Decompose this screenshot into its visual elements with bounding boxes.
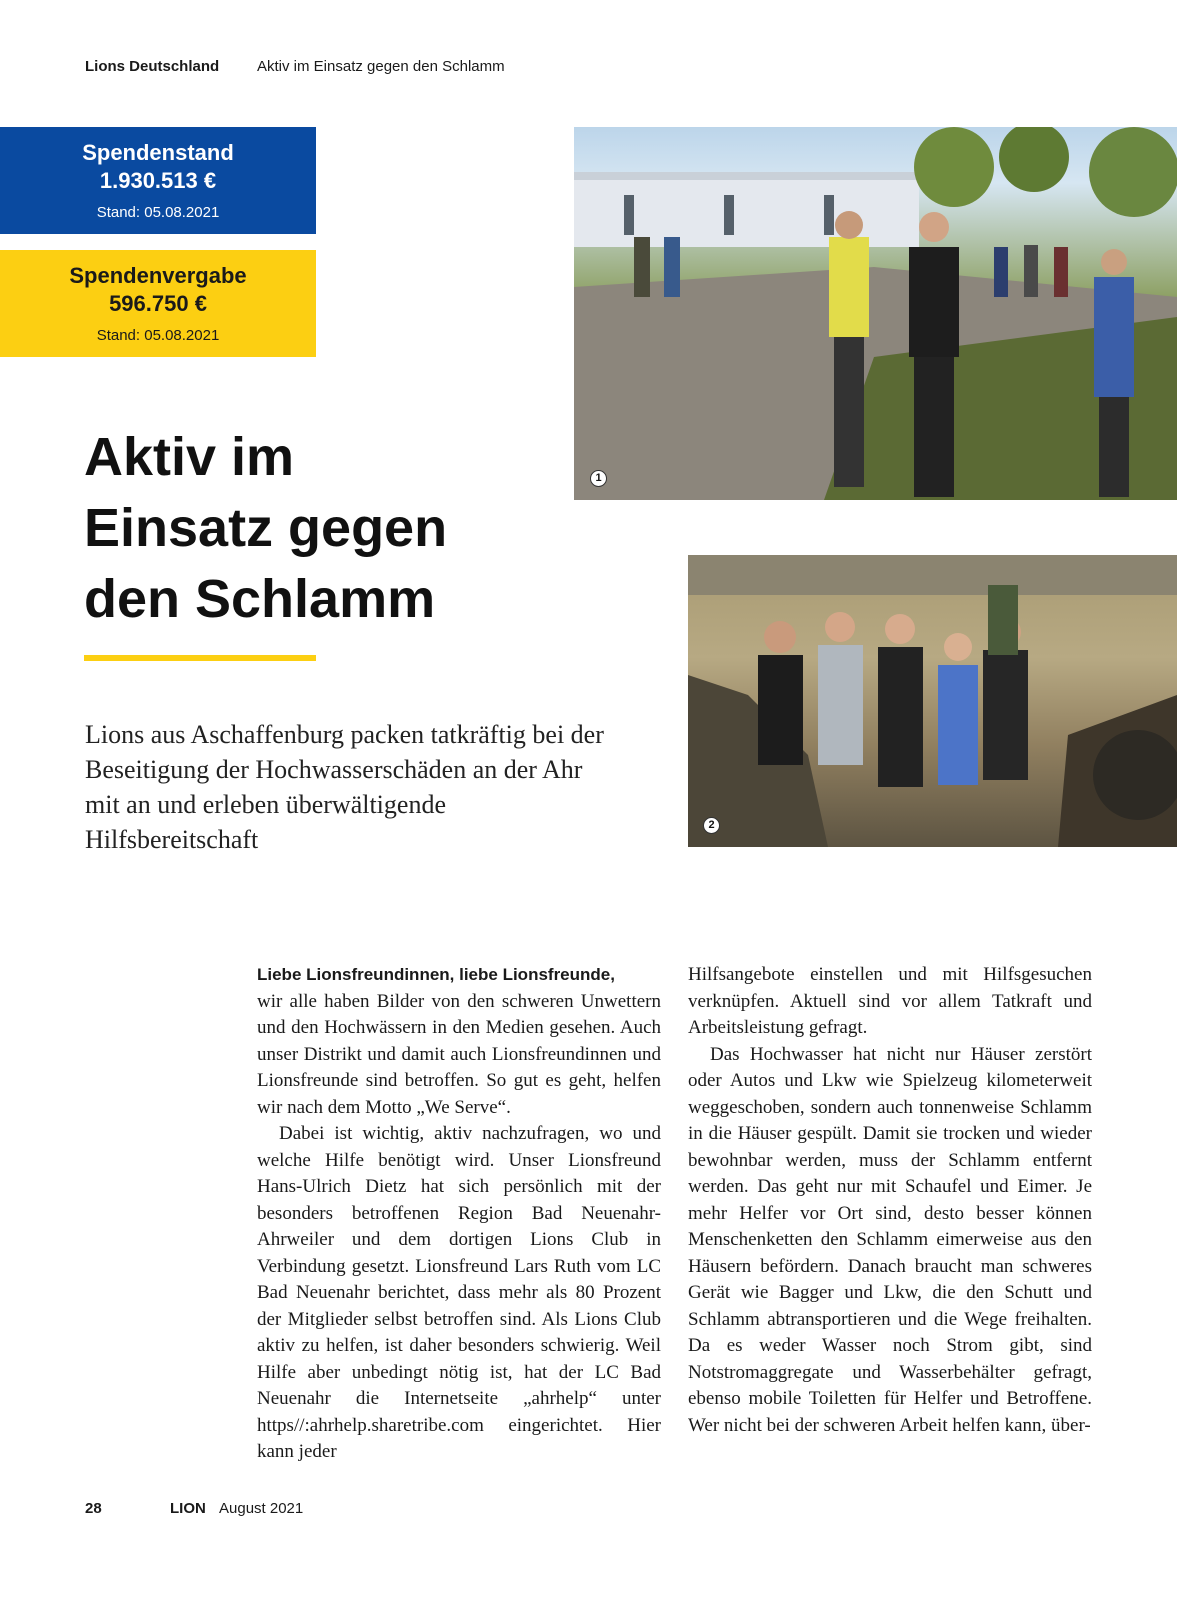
- article-paragraph: Dabei ist wichtig, aktiv nachzufragen, wo und welche Hilfe benötigt wird. Unser Lionsfreund Hans-Ulrich Dietz hat sich persönlich mit der besonders betroffenen Region Bad Neuenahr-Ahrweiler und dem dortigen Lions Club in Verbindung gesetzt. Lionsfreund Lars Ruth vom LC Bad Neuenahr berichtet, dass mehr als 80 Prozent der Mitglieder selbst betroffen sind. Als Lions Club aktiv zu helfen, ist daher besonders schwierig. Weil Hilfe aber unbedingt nötig ist, hat der LC Bad Neuenahr die Internetseite „ahrhelp“ unter https//:ahrhelp.sharetribe.com eingerichtet. Hier kann jeder: [257, 1123, 661, 1462]
- photo-number-badge: 1: [590, 470, 607, 487]
- article-lead: Lions aus Aschaffenburg packen tatkräftig bei der Beseitigung der Hochwasserschäden an der Ahr mit an und erleben überwältigende Hilfsbereitschaft: [85, 720, 604, 854]
- issue-date: August 2021: [219, 1500, 304, 1517]
- photo-volunteers-mud: [688, 555, 1177, 847]
- donations-raised-label: Spendenstand: [82, 140, 234, 165]
- header-section: Lions Deutschland: [85, 58, 220, 75]
- donations-given-box: [0, 250, 316, 357]
- article-paragraph: wir alle haben Bilder von den schweren Unwettern und den Hochwässern in den Medien gesehen. Auch unser Distrikt und damit auch Lionsfreundinnen und Lionsfreunde sind betroffen. So gut es geht, helfen wir nach dem Motto „We Serve“.: [257, 990, 661, 1118]
- donations-given-label: Spendenvergabe: [69, 263, 247, 288]
- photo-number-badge: 2: [703, 817, 720, 834]
- headline-rule: [84, 655, 316, 661]
- article-salutation: Liebe Lionsfreundinnen, liebe Lionsfreunde,: [257, 965, 615, 984]
- header-title: Aktiv im Einsatz gegen den Schlamm: [257, 58, 505, 75]
- donations-raised-box: [0, 127, 316, 234]
- headline-line: Einsatz gegen: [84, 498, 448, 558]
- donations-given-date: Stand: 05.08.2021: [96, 327, 220, 344]
- page-number: 28: [85, 1500, 102, 1517]
- headline-line: Aktiv im: [84, 427, 295, 487]
- article-column-2: [688, 962, 1092, 1439]
- photo-volunteers-road: [574, 127, 1177, 500]
- article-headline: [84, 422, 504, 635]
- article-paragraph: Das Hochwasser hat nicht nur Häuser zerstört oder Autos und Lkw wie Spielzeug kilometerweit weggeschoben, sondern auch tonnenweise Schlamm in die Häuser gespült. Damit sie trocken und wieder bewohnbar werden, muss der Schlamm entfernt werden. Das geht nur mit Schaufel und Eimer. Je mehr Helfer vor Ort sind, desto besser können Menschenketten den Schlamm eimerweise aus den Häusern befördern. Danach braucht man schweres Gerät wie Bagger und Lkw, die den Schutt und Schlamm abtransportieren und die Wege freihalten. Da es weder Wasser noch Strom gibt, sind Notstromaggregate und Wasserbehälter gefragt, ebenso mobile Toiletten für Helfer und Betroffene. Wer nicht bei der schweren Arbeit helfen kann, über-: [688, 1043, 1092, 1436]
- donations-raised-amount: 1.930.513 €: [99, 168, 217, 193]
- headline-line: den Schlamm: [84, 569, 436, 629]
- donations-raised-date: Stand: 05.08.2021: [96, 204, 220, 221]
- article-column-1: [257, 962, 661, 1466]
- donations-given-amount: 596.750 €: [109, 291, 207, 316]
- article-paragraph: Hilfsangebote einstellen und mit Hilfsgesuchen verknüpfen. Aktuell sind vor allem Tatkraft und Arbeitsleistung gefragt.: [688, 964, 1092, 1038]
- magazine-name: LION: [170, 1500, 206, 1517]
